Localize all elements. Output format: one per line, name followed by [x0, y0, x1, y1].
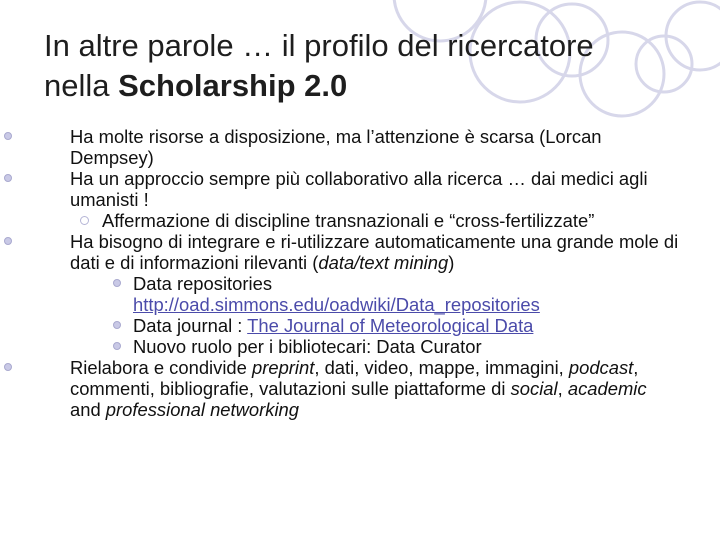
bullet-text-4-italic-3: social: [510, 378, 558, 399]
bullet-text-4-italic-1: preprint: [251, 357, 315, 378]
bullet-dot-icon: [4, 363, 12, 371]
title-line-1: In altre parole … il profilo del ricercatore: [44, 28, 594, 63]
bullet-dot-icon: [113, 321, 121, 329]
bullet-item-2: [0, 168, 720, 210]
data-repositories-label: Data repositories: [133, 273, 273, 294]
bullet-dot-icon: [4, 132, 12, 140]
bullet-item-2-sub-1: [0, 210, 720, 231]
bullet-item-3-sub-3: [0, 336, 720, 357]
title-line-2: [44, 66, 684, 106]
bullet-text-3-close: ): [448, 252, 455, 273]
bullet-text-4-part-2: , dati, video, mappe, immagini,: [314, 357, 569, 378]
bullet-dot-icon: [4, 174, 12, 182]
bullet-text-4-part-5: and: [70, 399, 106, 420]
bullet-text-4-part-1: Rielabora e condivide: [70, 357, 252, 378]
bullet-text-4-italic-2: podcast: [568, 357, 634, 378]
bullet-item-1: [0, 126, 720, 168]
bullet-dot-icon: [113, 279, 121, 287]
data-repositories-link[interactable]: http://oad.simmons.edu/oadwiki/Data_repositories: [133, 294, 540, 315]
title-line-2-bold: Scholarship 2.0: [118, 68, 348, 103]
slide-title: [44, 26, 684, 106]
bullet-item-4: [0, 357, 720, 420]
hollow-circle-bullet-icon: [80, 216, 89, 225]
bullet-text-4-italic-5: professional networking: [105, 399, 300, 420]
bullet-dot-icon: [113, 342, 121, 350]
bullet-text-1: Ha molte risorse a disposizione, ma l’attenzione è scarsa (Lorcan Dempsey): [70, 126, 602, 168]
bullet-text-2: Ha un approccio sempre più collaborativo alla ricerca … dai medici agli umanisti !: [70, 168, 648, 210]
bullet-text-3-sub-3: Nuovo ruolo per i bibliotecari: Data Curator: [133, 336, 482, 357]
meteorological-data-journal-link[interactable]: The Journal of Meteorological Data: [247, 315, 534, 336]
bullet-dot-icon: [4, 237, 12, 245]
bullet-text-4-italic-4: academic: [567, 378, 647, 399]
bullet-item-3: [0, 231, 720, 273]
bullet-text-4-part-3: , commenti, bibliografie, valutazioni sulle piattaforme di: [70, 357, 639, 399]
data-journal-label: Data journal :: [133, 315, 248, 336]
bullet-text-3-italic: data/text mining: [318, 252, 449, 273]
bullet-item-3-sub-1: [0, 273, 720, 315]
slide-body: [0, 126, 720, 420]
bullet-text-4-part-4: ,: [557, 378, 568, 399]
bullet-item-3-sub-2: [0, 315, 720, 336]
bullet-text-3: Ha bisogno di integrare e ri-utilizzare automaticamente una grande mole di dati e di informazioni rilevanti (: [70, 231, 679, 273]
bullet-text-2-sub-1: Affermazione di discipline transnazionali e “cross-fertilizzate”: [102, 210, 595, 231]
title-line-2-prefix: nella: [44, 68, 119, 103]
